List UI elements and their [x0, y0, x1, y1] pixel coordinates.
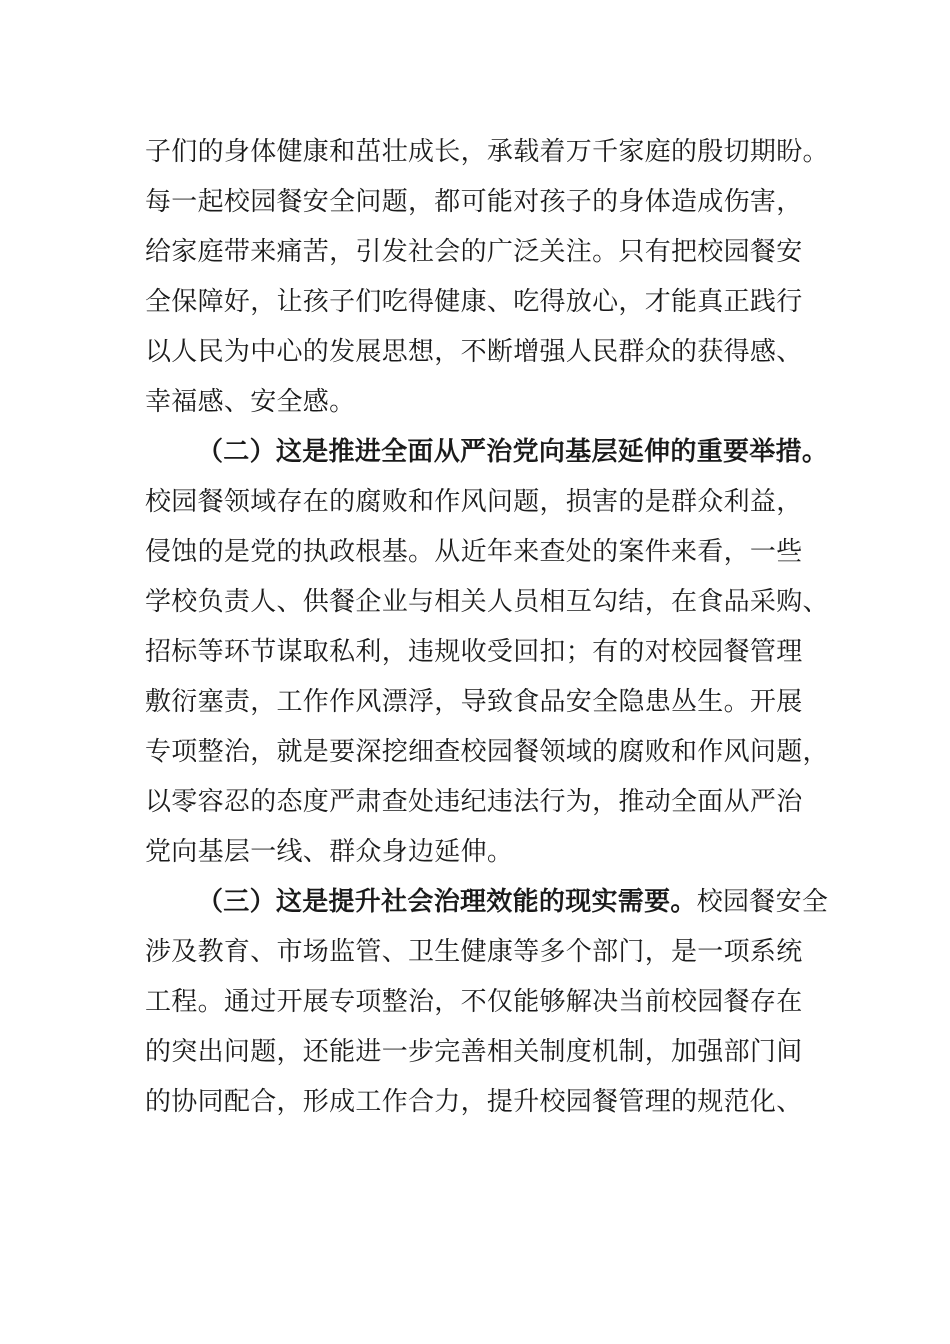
paragraph-3	[145, 877, 829, 1127]
text-line	[145, 877, 829, 927]
body-text	[145, 127, 829, 1127]
text-line: 全保障好，让孩子们吃得健康、吃得放心，才能真正践行	[145, 287, 803, 317]
text-line: 涉及教育、市场监管、卫生健康等多个部门，是一项系统	[145, 937, 803, 967]
text-line: 幸福感、安全感。	[145, 387, 356, 417]
text-line: 学校负责人、供餐企业与相关人员相互勾结，在食品采购、	[145, 587, 829, 617]
text-line: 的协同配合，形成工作合力，提升校园餐管理的规范化、	[145, 1087, 803, 1117]
text-line: 给家庭带来痛苦，引发社会的广泛关注。只有把校园餐安	[145, 237, 803, 267]
paragraph-1	[145, 127, 829, 427]
text-line: 侵蚀的是党的执政根基。从近年来查处的案件来看，一些	[145, 537, 803, 567]
section-heading-2: （二）这是推进全面从严治党向基层延伸的重要举措。	[197, 437, 829, 467]
text-line: 专项整治，就是要深挖细查校园餐领域的腐败和作风问题，	[145, 737, 829, 767]
text-line: 党向基层一线、群众身边延伸。	[145, 837, 514, 867]
text-line: 以零容忍的态度严肃查处违纪违法行为，推动全面从严治	[145, 787, 803, 817]
text-line: 校园餐领域存在的腐败和作风问题，损害的是群众利益，	[145, 487, 803, 517]
text-line: 敷衍塞责，工作作风漂浮，导致食品安全隐患丛生。开展	[145, 687, 803, 717]
text-line: 以人民为中心的发展思想，不断增强人民群众的获得感、	[145, 337, 803, 367]
text-line: 的突出问题，还能进一步完善相关制度机制，加强部门间	[145, 1037, 803, 1067]
text-line: 工程。通过开展专项整治，不仅能够解决当前校园餐存在	[145, 987, 803, 1017]
heading-line-rest: 校园餐安全	[696, 887, 829, 917]
text-line: 子们的身体健康和茁壮成长，承载着万千家庭的殷切期盼。	[145, 137, 829, 167]
text-line: 招标等环节谋取私利，违规收受回扣；有的对校园餐管理	[145, 637, 803, 667]
section-heading-3: （三）这是提升社会治理效能的现实需要。	[197, 887, 697, 917]
text-line: 每一起校园餐安全问题，都可能对孩子的身体造成伤害，	[145, 187, 803, 217]
paragraph-2	[145, 427, 829, 877]
